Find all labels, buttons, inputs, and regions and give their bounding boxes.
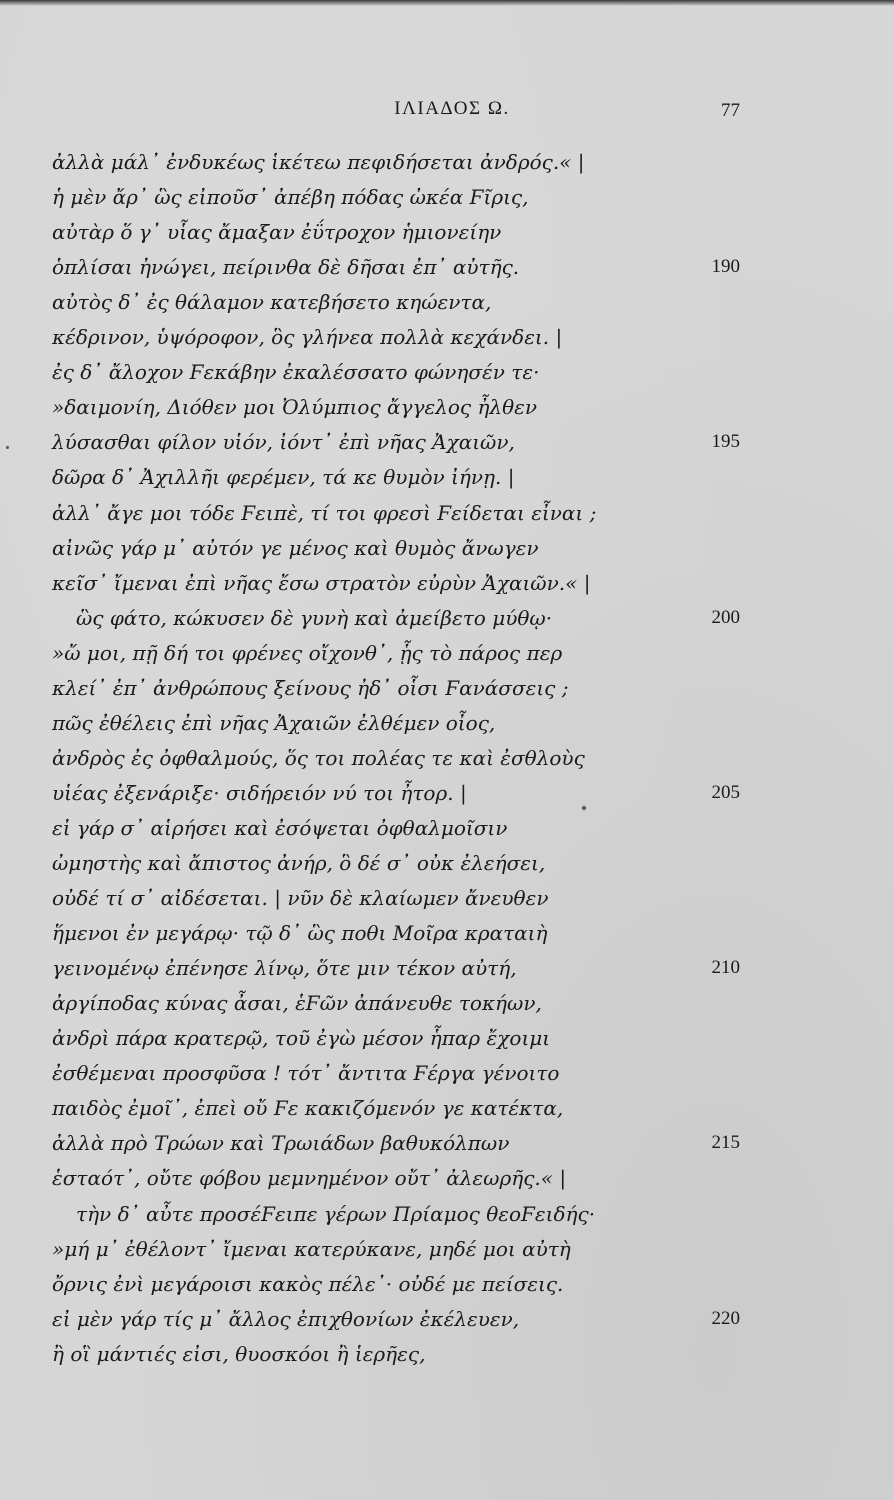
line-number (690, 1268, 740, 1300)
line-number (690, 321, 740, 353)
verse-line: εἰ μὲν γάρ τίς μ᾽ ἄλλος ἐπιχθονίων ἐκέλευεν, (52, 1307, 520, 1331)
verse-line: κλεί᾽ ἐπ᾽ ἀνθρώπους ξείνους ἠδ᾽ οἷσι Ϝανάσσεις ; (52, 676, 569, 700)
line-number (690, 847, 740, 879)
verse-line: ἡ μὲν ἄρ᾽ ὣς εἰποῦσ᾽ ἀπέβη πόδας ὠκέα Ϝῖρις, (52, 185, 529, 209)
verse-line: ἑσταότ᾽, οὔτε φόβου μεμνημένον οὔτ᾽ ἀλεωρῆς.« | (52, 1166, 567, 1190)
print-speck (582, 806, 586, 810)
line-number (690, 181, 740, 213)
line-number (690, 707, 740, 739)
verse-line: δῶρα δ᾽ Ἀχιλλῆι φερέμεν, τά κε θυμὸν ἰήνῃ. | (52, 465, 515, 489)
line-number (690, 356, 740, 388)
line-number (690, 497, 740, 529)
verse-line: οὐδέ τί σ᾽ αἰδέσεται. | νῦν δὲ κλαίωμεν ἄνευθεν (52, 886, 549, 910)
verse-line: αἰνῶς γάρ μ᾽ αὐτόν γε μένος καὶ θυμὸς ἄνωγεν (52, 536, 539, 560)
verse-line: ἀργίποδας κύνας ἆσαι, ἑϜῶν ἀπάνευθε τοκήων, (52, 991, 542, 1015)
verse-line: ὁπλίσαι ἠνώγει, πείρινθα δὲ δῆσαι ἐπ᾽ αὐτῆς. (52, 255, 520, 279)
verse-line: »ὤ μοι, πῇ δή τοι φρένες οἴχονθ᾽, ᾗς τὸ πάρος περ (52, 641, 563, 665)
verse-line: ἐς δ᾽ ἄλοχον Ϝεκάβην ἐκαλέσσατο φώνησέν τε· (52, 360, 540, 384)
verse-line: πῶς ἐθέλεις ἐπὶ νῆας Ἀχαιῶν ἐλθέμεν οἶος, (52, 711, 496, 735)
verse-line: ἥμενοι ἐν μεγάρῳ· τῷ δ᾽ ὣς ποθι Μοῖρα κραταιὴ (52, 921, 548, 945)
line-number: 205 (711, 782, 740, 803)
line-number (690, 216, 740, 248)
line-number (690, 567, 740, 599)
verse-line: αὐτὸς δ᾽ ἐς θάλαμον κατεβήσετο κηώεντα, (52, 290, 492, 314)
verse-line: εἰ γάρ σ᾽ αἱρήσει καὶ ἐσόψεται ὀφθαλμοῖσιν (52, 816, 508, 840)
line-number (690, 672, 740, 704)
page-edge-shadow (0, 0, 894, 6)
verse-line: αὐτὰρ ὅ γ᾽ υἷας ἄμαξαν ἐΰτροχον ἡμιονείην (52, 220, 502, 244)
line-number (690, 1162, 740, 1194)
line-number: 220 (711, 1308, 740, 1329)
verse-line: ἀλλ᾽ ἄγε μοι τόδε Ϝειπὲ, τί τοι φρεσὶ Ϝείδεται εἶναι ; (52, 501, 597, 525)
line-number (690, 1092, 740, 1124)
line-number (690, 532, 740, 564)
line-number (690, 882, 740, 914)
line-number: 200 (711, 607, 740, 628)
verse-line: κέδρινον, ὑψόροφον, ὃς γλήνεα πολλὰ κεχάνδει. | (52, 325, 563, 349)
line-number (690, 742, 740, 774)
verse-line: ἐσθέμεναι προσφῦσα ! τότ᾽ ἄντιτα Ϝέργα γένοιτο (52, 1061, 560, 1085)
print-speck (6, 446, 9, 449)
running-head-title: ΙΛΙΑΔΟΣ Ω. (394, 98, 510, 119)
verse-line: υἱέας ἐξενάριξε· σιδήρειόν νύ τοι ἦτορ. | (52, 781, 467, 805)
line-number (690, 286, 740, 318)
verse-line: ἢ οἳ μάντιές εἰσι, θυοσκόοι ἢ ἱερῆες, (52, 1342, 426, 1366)
line-number (690, 1022, 740, 1054)
line-number (690, 917, 740, 949)
verse-line: παιδὸς ἐμοῖ᾽, ἐπεὶ οὔ Ϝε κακιζόμενόν γε κατέκτα, (52, 1096, 564, 1120)
verse-line: κεῖσ᾽ ἴμεναι ἐπὶ νῆας ἔσω στρατὸν εὐρὺν Ἀχαιῶν.« | (52, 571, 591, 595)
line-number: 215 (711, 1132, 740, 1153)
line-number (690, 461, 740, 493)
line-number (690, 1057, 740, 1089)
verse-line: γεινομένῳ ἐπένησε λίνῳ, ὅτε μιν τέκον αὐτή, (52, 956, 517, 980)
verse-line: ἀνδρὶ πάρα κρατερῷ, τοῦ ἐγὼ μέσον ἧπαρ ἔχοιμι (52, 1026, 551, 1050)
verse-line: »μή μ᾽ ἐθέλοντ᾽ ἴμεναι κατερύκανε, μηδέ μοι αὐτὴ (52, 1237, 571, 1261)
line-number (690, 987, 740, 1019)
verse-line: τὴν δ᾽ αὖτε προσέϜειπε γέρων Πρίαμος θεοϜειδής· (76, 1202, 596, 1226)
line-number (690, 1338, 740, 1370)
line-number: 190 (711, 256, 740, 277)
verse-line: »δαιμονίη, Διόθεν μοι Ὀλύμπιος ἄγγελος ἦλθεν (52, 395, 538, 419)
verse-line: λύσασθαι φίλον υἱόν, ἰόντ᾽ ἐπὶ νῆας Ἀχαιῶν, (52, 430, 515, 454)
line-number (690, 391, 740, 423)
line-number (690, 637, 740, 669)
line-number (690, 146, 740, 178)
verse-line: ἀνδρὸς ἐς ὀφθαλμούς, ὅς τοι πολέας τε καὶ ἐσθλοὺς (52, 746, 585, 770)
line-number: 195 (711, 431, 740, 452)
line-number (690, 1233, 740, 1265)
line-number (690, 812, 740, 844)
verse-line: ὄρνις ἐνὶ μεγάροισι κακὸς πέλε᾽· οὐδέ με πείσεις. (52, 1272, 564, 1296)
verse-line: ὣς φάτο, κώκυσεν δὲ γυνὴ καὶ ἀμείβετο μύθῳ· (76, 606, 553, 630)
verse-line: ὠμηστὴς καὶ ἄπιστος ἀνήρ, ὃ δέ σ᾽ οὐκ ἐλεήσει, (52, 851, 546, 875)
verse-line: ἀλλὰ πρὸ Τρώων καὶ Τρωιάδων βαθυκόλπων (52, 1131, 510, 1155)
line-number: 210 (711, 957, 740, 978)
page-number: 77 (721, 100, 740, 121)
line-number (690, 1198, 740, 1230)
verse-line: ἀλλὰ μάλ᾽ ἐνδυκέως ἱκέτεω πεφιδήσεται ἀνδρός.« | (52, 150, 585, 174)
